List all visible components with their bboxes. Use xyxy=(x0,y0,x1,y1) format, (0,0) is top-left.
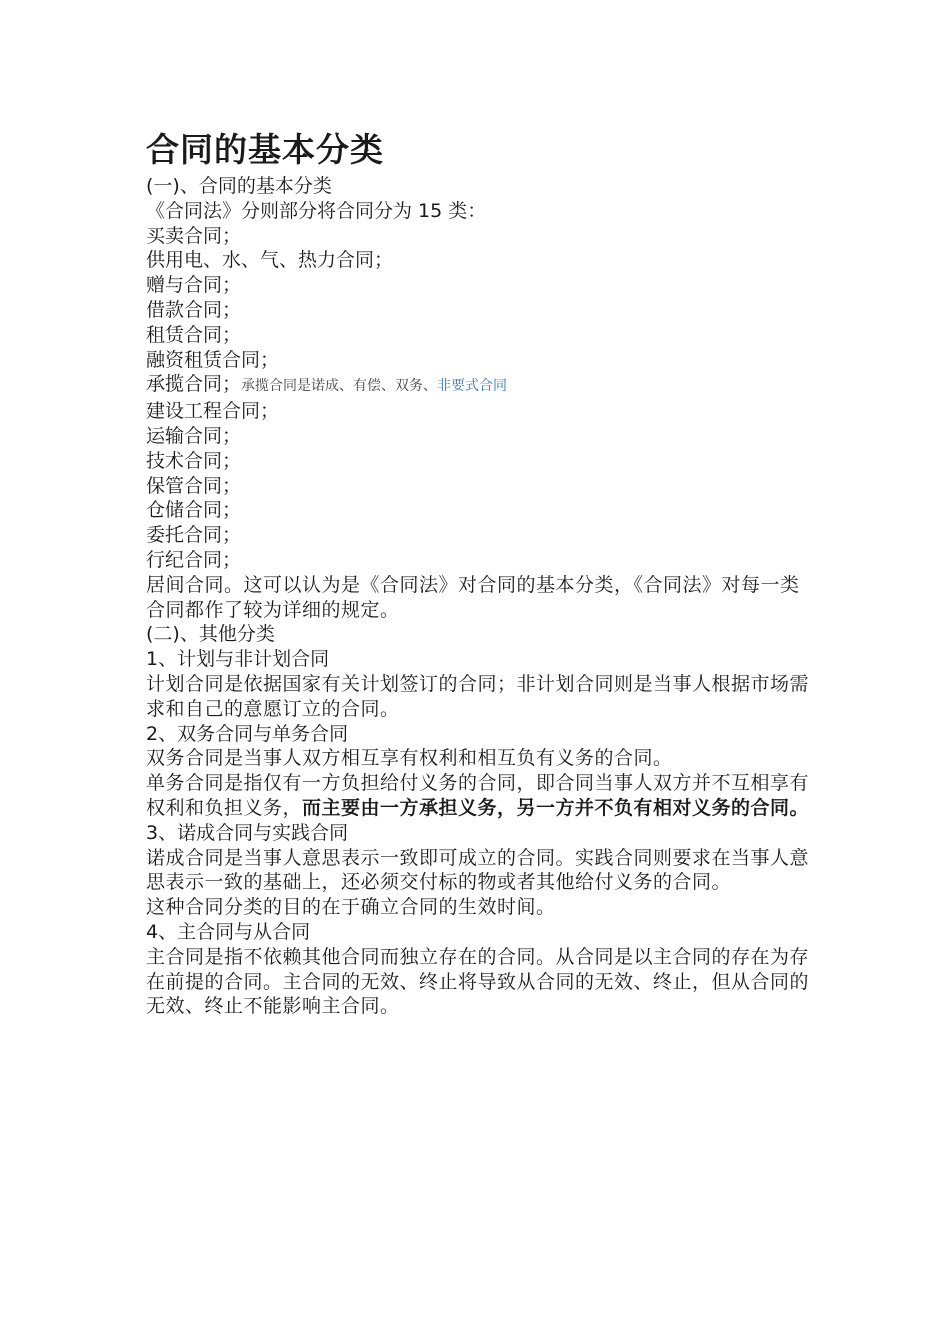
list-item: 建设工程合同； xyxy=(146,400,280,423)
paragraph: 诺成合同是当事人意思表示一致即可成立的合同。实践合同则要求在当事人意思表示一致的基础上，还必须交付标的物或者其他给付义务的合同。 xyxy=(146,846,810,894)
subsection-heading: 3、诺成合同与实践合同 xyxy=(146,821,349,844)
subsection-heading: 4、主合同与从合同 xyxy=(146,920,311,943)
list-item: 仓储合同； xyxy=(146,499,242,522)
paragraph-mixed xyxy=(146,771,812,821)
subsection-heading: 2、双务合同与单务合同 xyxy=(146,722,349,745)
section-intro: 《合同法》分则部分将合同分为 15 类： xyxy=(146,199,487,222)
annotation-link[interactable]: 非要式合同 xyxy=(437,378,508,395)
list-item: 租赁合同； xyxy=(146,323,242,346)
list-item: 行纪合同； xyxy=(146,548,242,571)
section-closing: 居间合同。这可以认为是《合同法》对合同的基本分类，《合同法》对每一类合同都作了较为详细的规定。 xyxy=(146,573,800,621)
page-title: 合同的基本分类 xyxy=(146,130,384,169)
list-item-label: 承揽合同； xyxy=(146,373,242,396)
list-item: 供用电、水、气、热力合同； xyxy=(146,249,394,272)
section-heading: (二)、其他分类 xyxy=(146,623,275,646)
paragraph-text: 单务合同是指仅有一方负担给付义务的合同，即合同当事人双方并不互相享有权利和负担义务， xyxy=(146,772,810,819)
list-item: 保管合同； xyxy=(146,474,242,497)
list-item: 融资租赁合同； xyxy=(146,348,280,371)
annotation-note: 承揽合同是诺成、有偿、双务、 xyxy=(241,378,438,395)
paragraph: 双务合同是当事人双方相互享有权利和相互负有义务的合同。 xyxy=(146,747,673,770)
paragraph: 主合同是指不依赖其他合同而独立存在的合同。从合同是以主合同的存在为存在前提的合同。主合同的无效、终止将导致从合同的无效、终止，但从合同的无效、终止不能影响主合同。 xyxy=(146,945,810,1018)
section-heading: (一)、合同的基本分类 xyxy=(146,175,332,197)
list-item: 借款合同； xyxy=(146,298,242,321)
list-item: 运输合同； xyxy=(146,424,242,447)
list-item: 买卖合同； xyxy=(146,224,242,247)
paragraph: 这种合同分类的目的在于确立合同的生效时间。 xyxy=(146,896,556,919)
paragraph: 计划合同是依据国家有关计划签订的合同；非计划合同则是当事人根据市场需求和自己的意愿订立的合同。 xyxy=(146,672,810,720)
list-item: 赠与合同； xyxy=(146,274,242,297)
document-page xyxy=(146,128,812,1019)
list-item-chenglan xyxy=(146,372,812,399)
list-item: 技术合同； xyxy=(146,449,242,472)
paragraph-bold-text: 而主要由一方承担义务，另一方并不负有相对义务的合同。 xyxy=(302,796,810,819)
list-item: 委托合同； xyxy=(146,524,242,547)
subsection-heading: 1、计划与非计划合同 xyxy=(146,648,330,671)
